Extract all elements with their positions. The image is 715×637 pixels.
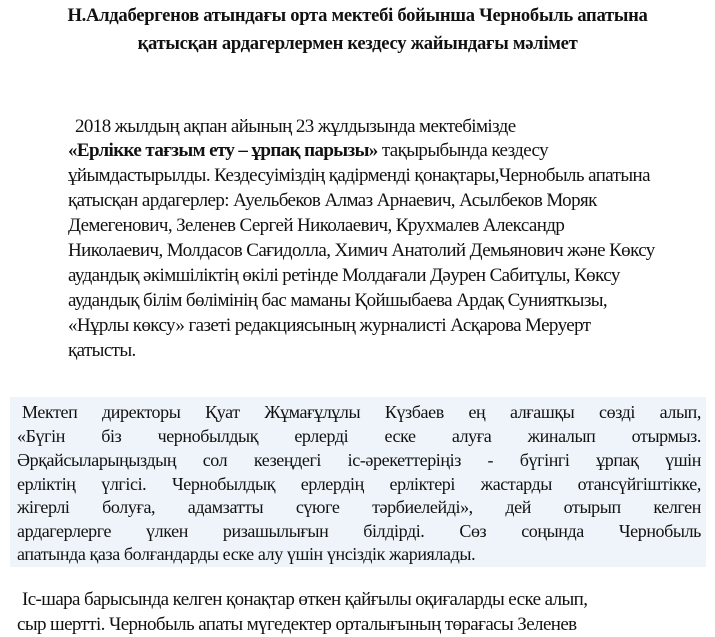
text-line: ерліктің үлгісі. Чернобылдық ерлердің ерліктері жастарды отансүйгіштікке, [17,474,701,494]
text-line: Николаевич, Молдасов Сағидолла, Химич Анатолий Демьянович және Көксу [68,240,655,261]
text-line: сыр шертті. Чернобыль апаты мүгедектер орталығының төрағасы Зеленев [17,614,577,635]
text-line: жігерлі болуға, адамзатты сүюге тәрбиелейді», дей отырып келген [17,497,701,517]
text-line: «Бүгін біз чернобылдық ерлерді еске алуға жиналып отырмыз. [17,426,701,446]
text-line: Демегенович, Зеленев Сергей Николаевич, Крухмалев Александр [68,215,565,236]
text-line: қатысқан ардагерлер: Ауельбеков Алмаз Арнаевич, Асылбеков Моряк [68,190,597,211]
text-line: қатысты. [68,340,136,361]
text-line [68,140,548,162]
text-line: ұйымдастырылды. Кездесуіміздің қадірменді қонақтары,Чернобыль апатына [68,165,650,186]
text-line: Іс-шара барысында келген қонақтар өткен қайғылы оқиғаларды еске алып, [22,589,588,610]
text-line: «Нұрлы көксу» газеті редакциясының журналисті Асқарова Меруерт [68,315,591,336]
text-line: Мектеп директоры Қуат Жұмағұлұлы Күзбаев ең алғашқы сөзді алып, [22,402,701,422]
text-line: Әрқайсыларыңыздың сол кезеңдегі іс-әрекеттеріңіз - бүгінгі ұрпақ үшін [17,450,701,470]
title-line: Н.Алдабергенов атындағы орта мектебі бойынша Чернобыль апатына [67,5,648,26]
text-line: 2018 жылдың ақпан айының 23 жұлдызында мектебімізде [75,116,516,137]
text-line: аудандық әкімшіліктің өкілі ретінде Молдағали Дәурен Сабитұлы, Көксу [68,265,620,286]
text-fragment: тақырыбында кездесу [377,140,548,161]
event-title: «Ерлікке тағзым ету – ұрпақ парызы» [68,140,378,161]
text-line: апатында қаза болғандарды еске алу үшін үнсіздік жариялады. [17,544,476,564]
title-line: қатысқан ардагерлермен кездесу жайындағы мәлімет [137,33,578,54]
text-line: аудандық білім бөлімінің бас маманы Қойшыбаева Ардақ Сунияткызы, [68,290,608,311]
text-line: ардагерлерге үлкен ризашылығын білдірді. Сөз соңында Чернобыль [17,521,701,541]
